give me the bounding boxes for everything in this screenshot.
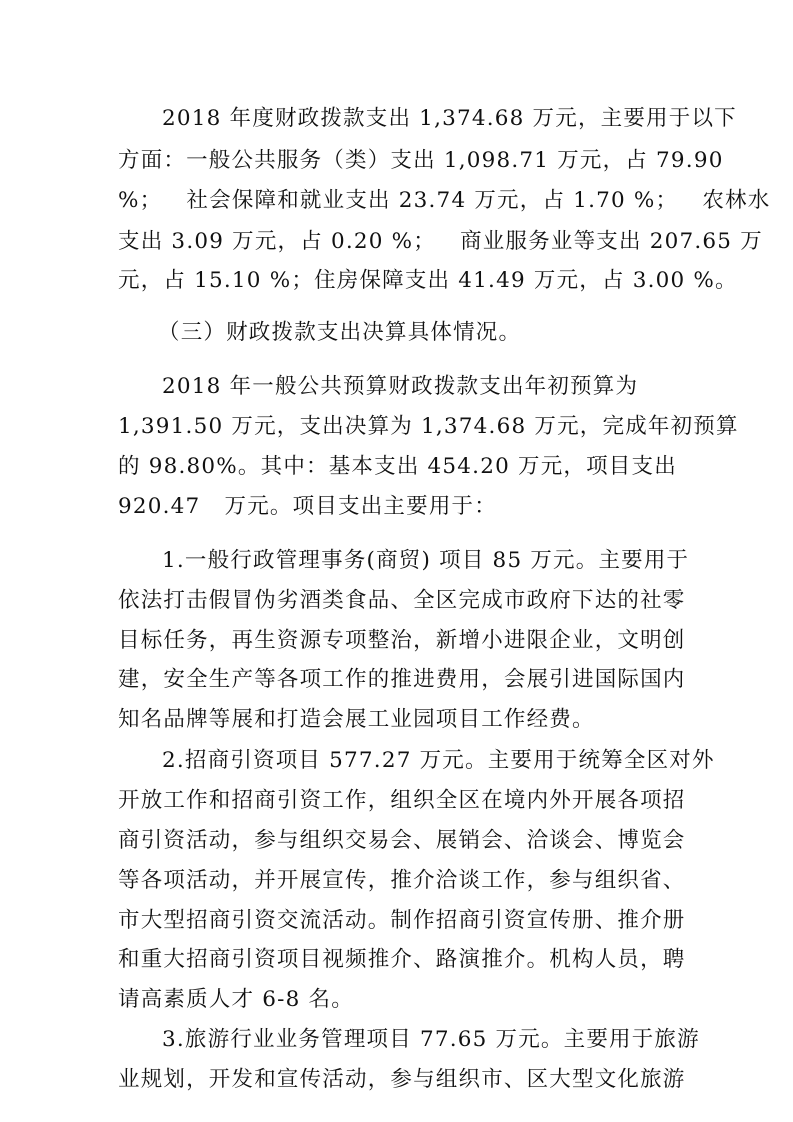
item-3-line-2: 业规划，开发和宣传活动，参与组织市、区大型文化旅游 <box>118 1067 686 1092</box>
item-1-line-5: 知名品牌等展和打造会展工业园项目工作经费。 <box>118 707 595 732</box>
item-2-line-1: 2.招商引资项目 577.27 万元。主要用于统筹全区对外 <box>162 748 715 773</box>
paragraph-summary-line-2: 方面：一般公共服务（类）支出 1,098.71 万元，占 79.90 <box>118 148 724 173</box>
item-2-line-5: 市大型招商引资交流活动。制作招商引资宣传册、推介册 <box>118 908 686 933</box>
item-1-line-3: 目标任务，再生资源专项整治，新增小进限企业，文明创 <box>118 628 686 653</box>
item-1-line-4: 建，安全生产等各项工作的推进费用，会展引进国际国内 <box>118 667 686 692</box>
paragraph-summary-line-1: 2018 年度财政拨款支出 1,374.68 万元，主要用于以下 <box>162 106 737 131</box>
paragraph-summary-line-5: 元，占 15.10 %；住房保障支出 41.49 万元，占 3.00 %。 <box>118 268 738 293</box>
item-2-line-6: 和重大招商引资项目视频推介、路演推介。机构人员，聘 <box>118 947 686 972</box>
item-2-line-2: 开放工作和招商引资工作，组织全区在境内外开展各项招 <box>118 788 686 813</box>
item-3-line-1: 3.旅游行业业务管理项目 77.65 万元。主要用于旅游 <box>162 1027 700 1052</box>
section-heading: （三）财政拨款支出决算具体情况。 <box>158 320 522 345</box>
paragraph-budget-line-2: 1,391.50 万元，支出决算为 1,374.68 万元，完成年初预算 <box>118 414 739 439</box>
paragraph-budget-line-4: 920.47 万元。项目支出主要用于： <box>118 494 497 519</box>
paragraph-budget-line-3: 的 98.80%。其中：基本支出 454.20 万元，项目支出 <box>118 454 677 479</box>
item-2-line-3: 商引资活动，参与组织交易会、展销会、洽谈会、博览会 <box>118 828 686 853</box>
paragraph-budget-line-1: 2018 年一般公共预算财政拨款支出年初预算为 <box>162 374 639 399</box>
item-2-line-7: 请高素质人才 6-8 名。 <box>118 987 354 1012</box>
paragraph-summary-line-4: 支出 3.09 万元，占 0.20 %； 商业服务业等支出 207.65 万 <box>118 229 763 254</box>
item-1-line-2: 依法打击假冒伪劣酒类食品、全区完成市政府下达的社零 <box>118 588 686 613</box>
item-2-line-4: 等各项活动，并开展宣传，推介洽谈工作，参与组织省、 <box>118 868 686 893</box>
item-1-line-1: 1.一般行政管理事务(商贸) 项目 85 万元。主要用于 <box>162 548 690 573</box>
paragraph-summary-line-3: %； 社会保障和就业支出 23.74 万元，占 1.70 %； 农林水 <box>118 188 771 213</box>
